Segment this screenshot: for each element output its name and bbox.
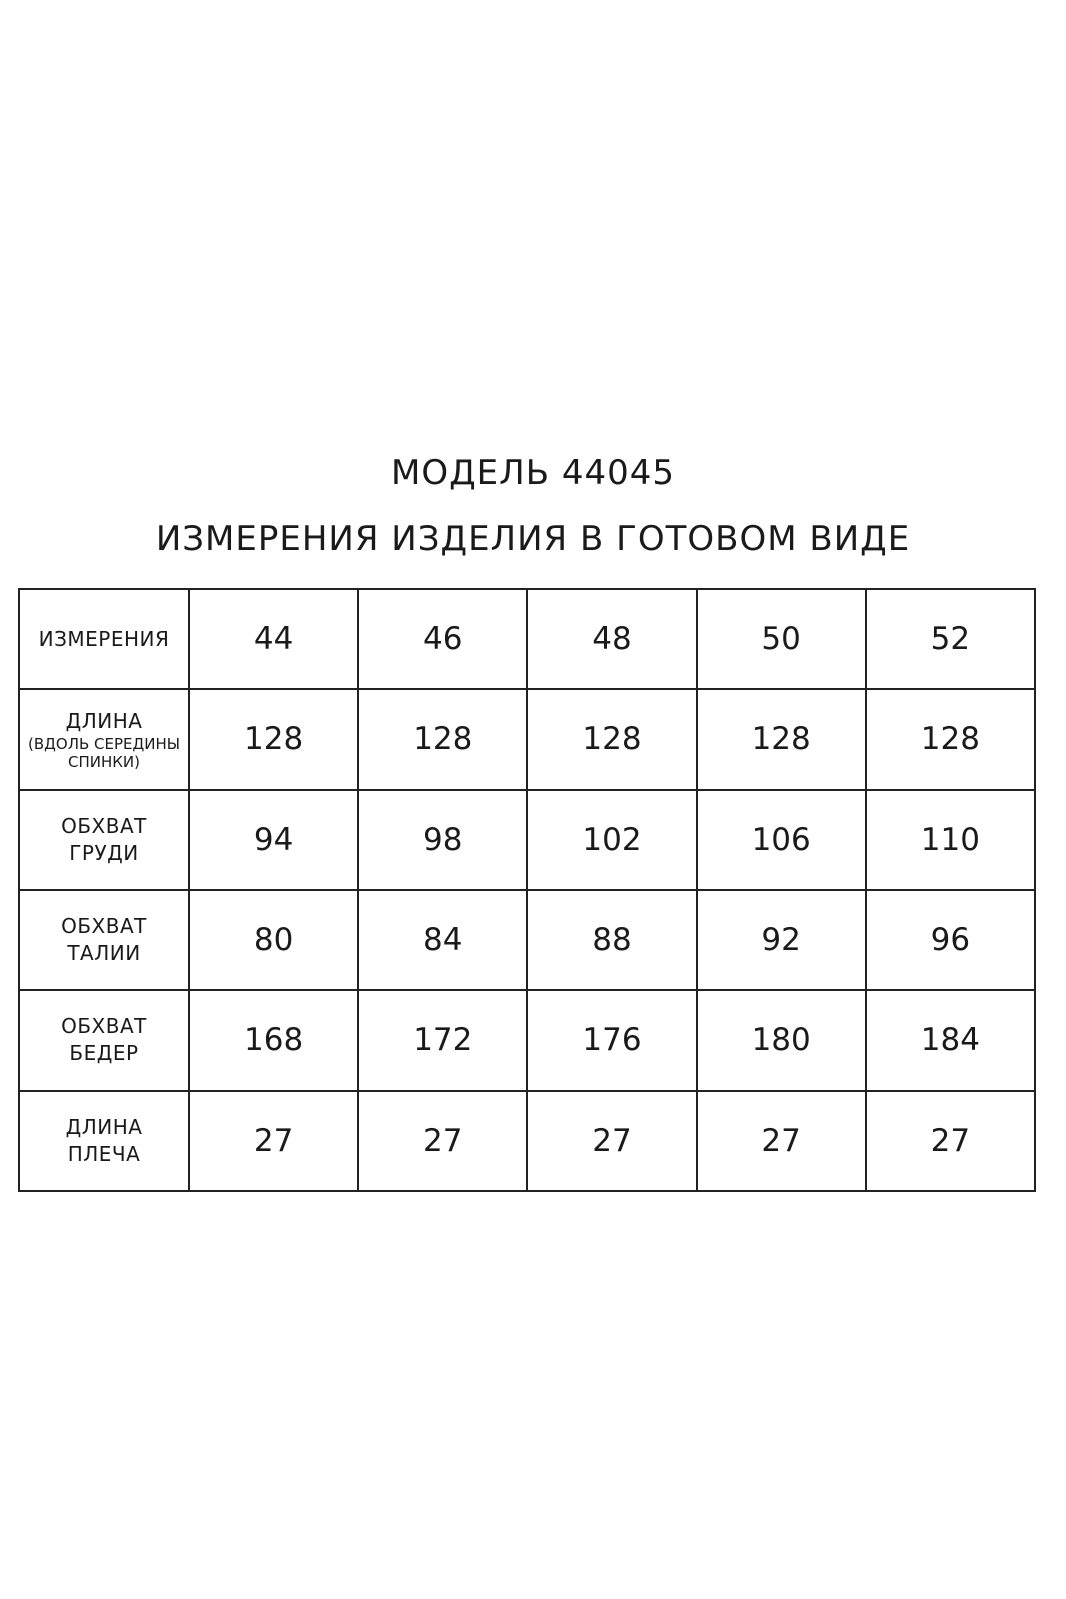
table-cell: 184 bbox=[866, 990, 1035, 1090]
row-label-note: (ВДОЛЬ СЕРЕДИНЫ bbox=[28, 734, 180, 753]
row-label-hips bbox=[19, 990, 189, 1090]
table-row bbox=[19, 890, 1035, 990]
table-row bbox=[19, 990, 1035, 1090]
table-cell: 168 bbox=[189, 990, 358, 1090]
row-label-line: ОБХВАТ bbox=[61, 914, 147, 939]
row-label-line: ДЛИНА bbox=[65, 1114, 143, 1139]
page-subtitle: ИЗМЕРЕНИЯ ИЗДЕЛИЯ В ГОТОВОМ ВИДЕ bbox=[155, 519, 911, 559]
table-cell: 180 bbox=[697, 990, 866, 1090]
row-label-note: СПИНКИ) bbox=[68, 752, 140, 771]
table-cell: 110 bbox=[866, 790, 1035, 890]
model-title: МОДЕЛЬ 44045 bbox=[391, 453, 675, 493]
table-cell: 94 bbox=[189, 790, 358, 890]
row-label-line: ТАЛИИ bbox=[67, 941, 141, 966]
table-cell: 102 bbox=[527, 790, 696, 890]
table-cell: 27 bbox=[697, 1091, 866, 1191]
row-label-line: ОБХВАТ bbox=[61, 1014, 147, 1039]
size-header-cell: 50 bbox=[697, 589, 866, 689]
table-cell: 27 bbox=[527, 1091, 696, 1191]
table-header-row bbox=[19, 589, 1035, 689]
title-block bbox=[0, 440, 1066, 572]
row-label-chest bbox=[19, 790, 189, 890]
size-header-cell: 52 bbox=[866, 589, 1035, 689]
table-cell: 128 bbox=[866, 689, 1035, 789]
size-header-cell: 48 bbox=[527, 589, 696, 689]
table-cell: 96 bbox=[866, 890, 1035, 990]
row-label-line: ДЛИНА bbox=[65, 708, 143, 733]
table-cell: 128 bbox=[527, 689, 696, 789]
table-cell: 172 bbox=[358, 990, 527, 1090]
row-label-line: ПЛЕЧА bbox=[67, 1141, 141, 1166]
table-cell: 27 bbox=[189, 1091, 358, 1191]
table-row bbox=[19, 689, 1035, 789]
row-label-shoulder bbox=[19, 1091, 189, 1191]
table-cell: 80 bbox=[189, 890, 358, 990]
row-label-line: ОБХВАТ bbox=[61, 813, 147, 838]
size-chart-table bbox=[18, 588, 1036, 1192]
row-label-line: БЕДЕР bbox=[69, 1041, 139, 1066]
table-cell: 88 bbox=[527, 890, 696, 990]
table-cell: 106 bbox=[697, 790, 866, 890]
table-cell: 92 bbox=[697, 890, 866, 990]
row-label-waist bbox=[19, 890, 189, 990]
measurements-header-label: ИЗМЕРЕНИЯ bbox=[19, 589, 189, 689]
size-header-cell: 46 bbox=[358, 589, 527, 689]
table-cell: 176 bbox=[527, 990, 696, 1090]
table-cell: 84 bbox=[358, 890, 527, 990]
row-label-length bbox=[19, 689, 189, 789]
size-header-cell: 44 bbox=[189, 589, 358, 689]
row-label-line: ГРУДИ bbox=[69, 840, 139, 865]
table-row bbox=[19, 1091, 1035, 1191]
table-cell: 128 bbox=[697, 689, 866, 789]
table-cell: 128 bbox=[358, 689, 527, 789]
table-cell: 98 bbox=[358, 790, 527, 890]
table-cell: 128 bbox=[189, 689, 358, 789]
table-row bbox=[19, 790, 1035, 890]
table-cell: 27 bbox=[866, 1091, 1035, 1191]
table-cell: 27 bbox=[358, 1091, 527, 1191]
